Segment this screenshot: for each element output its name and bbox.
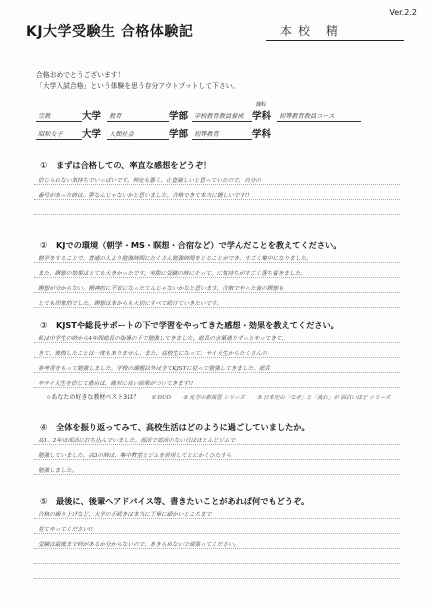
- student-name: 本校 精: [280, 24, 344, 38]
- answer-line: 勉強していました。高3の時は、集中教室とジムを併用してとにかくひたすら: [34, 445, 400, 460]
- greeting: [36, 70, 239, 92]
- answer-line: [34, 549, 400, 564]
- answer-line: やサイ天生を信じて進めば、絶対に良い結果がついてきます!!: [34, 373, 400, 388]
- answer-4: [34, 430, 400, 475]
- dept-label: 学科: [252, 129, 272, 140]
- question-4: ④ 全体を振り返ってみて、高校生活はどのように過ごしていましたか。: [40, 422, 310, 432]
- answer-line: 朝学をすることで、普通の人より勉強時間にたくさん勉強時間をとることができ、すごく集中になりました。: [34, 248, 400, 263]
- university-row-1: [36, 102, 361, 122]
- answer-line: また、瞑想の効果はとても大きかったです。実際に受験の時にそって、に気持ちがすごく落ち着きました。: [34, 263, 400, 278]
- answer-5: [34, 504, 400, 579]
- answer-line: 番号があった時は、夢なんじゃないかと思いました。合格できて本当に嬉しいです!!: [34, 185, 400, 200]
- answer-line: きて、後悔したことは一度もありません。また、高校生になって、サイ天生からたくさんの: [34, 343, 400, 358]
- question-2: ② KJでの環境（朝学・MS・瞑想・合宿など）で学んだことを教えてください。: [40, 240, 342, 250]
- question-1: ① まずは合格しての、率直な感想をどうぞ！: [40, 160, 212, 170]
- dept-label: 課程 学科: [252, 102, 272, 122]
- univ-name: 宗教: [36, 111, 82, 122]
- answer-line: [34, 564, 400, 579]
- version-label: Ver.2.2: [389, 8, 417, 17]
- favorite-materials-label: ☆あなたの好きな教材ベスト3は？: [46, 394, 140, 401]
- univ-name: 昭和女子: [36, 129, 82, 140]
- univ-label: 大学: [82, 129, 102, 140]
- dept-name: 初等教育: [192, 129, 252, 140]
- favorite-material-2: ② 化学の新演習 シリーズ: [182, 395, 245, 401]
- dept-note: 課程: [256, 102, 267, 108]
- answer-3: [34, 328, 400, 388]
- faculty-label: 学部: [169, 111, 189, 122]
- favorite-material-3: ③ 日本史の「なぜ」と「流れ」が 面白いほど シリーズ: [256, 395, 391, 401]
- answer-line: とても印象的でした。瞑想は本からも大切にすべて続けていきたいです。: [34, 293, 400, 308]
- faculty-label: 学部: [169, 129, 189, 140]
- answer-line: 信じられない気持ちでいっぱいです。判定も悪く、正直厳しいと思っていたので、自分の: [34, 170, 400, 185]
- answer-line: 私は中学生の時から4年間総長の指導の下で勉強してきました。総長の言葉通りずっとやってきて、: [34, 328, 400, 343]
- greeting-line-2: 「大学入試合格」という体験を思う存分アウトプットして下さい。: [36, 82, 240, 90]
- answer-line: [34, 200, 400, 215]
- univ-label: 大学: [82, 111, 102, 122]
- question-3: ③ KJSTや総長サポートの下で学習をやってきた感想・効果を教えてください。: [40, 320, 339, 330]
- answer-line: 勉強しました。: [34, 460, 400, 475]
- answer-1: [34, 170, 400, 215]
- form-title: KJ大学受験生 合格体験記: [26, 24, 194, 40]
- faculty-name: 人間社会: [107, 129, 169, 140]
- answer-line: 合格の繰り上げなど、大学の手続きは本当に丁寧に細かいところまで: [34, 504, 400, 519]
- answer-line: 高1、2年は部活に打ち込んでいました。部活で部活のない日はほとんどジムで: [34, 430, 400, 445]
- favorite-material-1: ① DUO: [151, 395, 171, 401]
- answer-line: 参考書をもって勉強しました。学校の課題以外は全てKJSTに従って勉強してきました。総長: [34, 358, 400, 373]
- answer-2: [34, 248, 400, 308]
- greeting-line-1: 合格おめでとうございます！: [36, 71, 125, 79]
- faculty-name: 教育: [107, 111, 169, 122]
- answer-line: 見てやってください!!: [34, 519, 400, 534]
- course-name: 初等教育教員コース: [277, 111, 361, 122]
- dept-name: 学校教育教員養成: [192, 111, 252, 122]
- name-underline: [266, 40, 404, 41]
- university-row-2: [36, 126, 271, 140]
- question-5: ⑤ 最後に、後輩へアドバイス等、書きたいことがあれば何でもどうぞ。: [40, 496, 310, 506]
- answer-line: 瞑想が分からない、精神的に不安になったてんじゃないかなと思います。合宿でやった夜の瞑想も: [34, 278, 400, 293]
- favorite-materials: [46, 392, 390, 401]
- answer-line: 受験は最後まで何があるか分からないので、あきらめないで頑張ってください。: [34, 534, 400, 549]
